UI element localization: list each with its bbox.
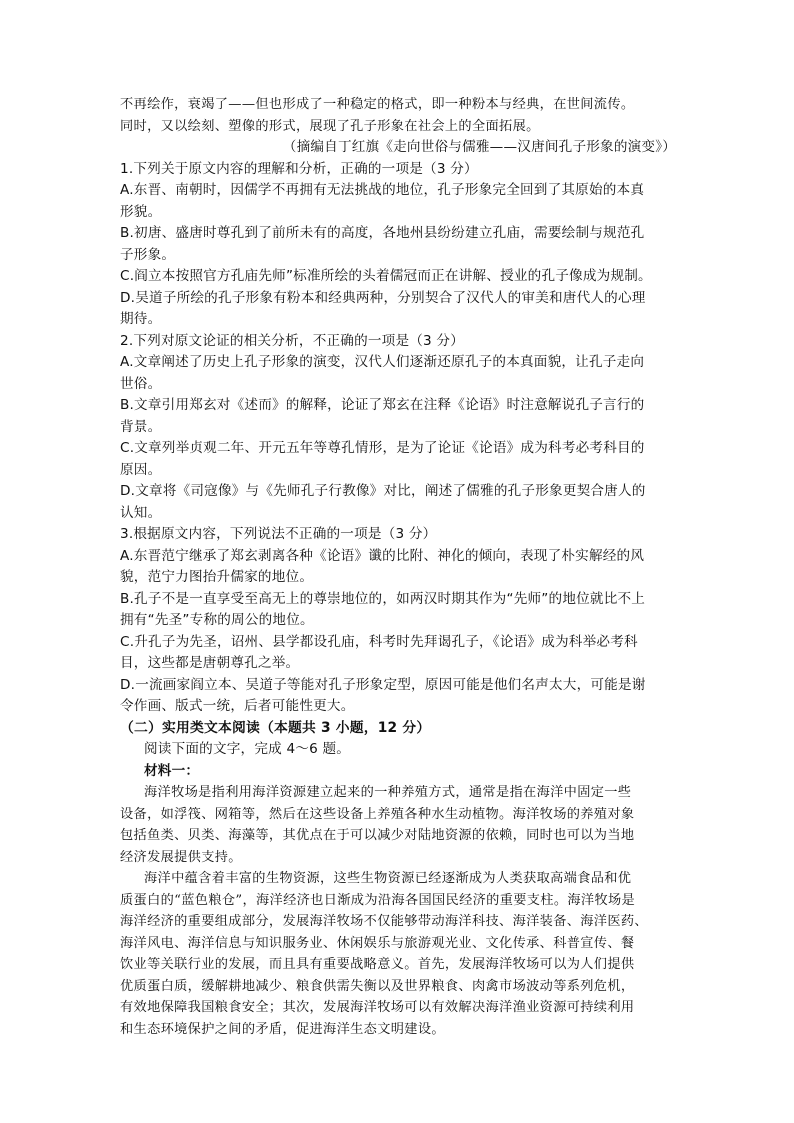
paragraph-2-line-2: 质蛋白的“蓝色粮仓”，海洋经济也日渐成为沿海各国国民经济的重要支柱。海洋牧场是 [120,892,636,908]
question-1 [120,159,676,331]
material-1-paragraph-2 [120,868,676,1040]
q2-option-a-line-2: 世俗。 [120,375,162,392]
q3-option-b-line-1: B.孔子不是一直享受至高无上的尊崇地位的，如两汉时期其作为“先师”的地位就比不上 [120,590,646,607]
q3-option-a-line-1: A.东晋范宁继承了郑玄剥离各种《论语》谶的比附、神化的倾向，表现了朴实解经的风 [120,547,645,564]
passage-tail-line-2: 同时，又以绘刻、塑像的形式，展现了孔子形象在社会上的全面拓展。 [120,118,540,134]
q3-option-c-line-2: 目，这些都是唐朝尊孔之举。 [120,655,300,671]
q3-option-d-line-1: D.一流画家阎立本、吴道子等能对孔子形象定型，原因可能是他们名声太大，可能是谢 [120,676,646,693]
q1-option-b-line-1: B.初唐、盛唐时尊孔到了前所未有的高度，各地州县纷纷建立孔庙，需要绘制与规范孔 [120,225,645,241]
q1-option-d-line-1: D.吴道子所绘的孔子形象有粉本和经典两种，分别契合了汉代人的审美和唐代人的心理 [120,289,646,306]
q1-option-a-line-1: A.东晋、南朝时，因儒学不再拥有无法挑战的地位，孔子形象完全回到了其原始的本真 [120,182,645,198]
material-1-label: 材料一： [144,762,200,779]
q1-option-b-line-2: 子形象。 [120,246,176,263]
passage-tail-line-1: 不再绘作，衰竭了——但也形成了一种稳定的格式，即一种粉本与经典，在世间流传。 [120,97,635,112]
section-2 [120,718,676,1041]
q3-option-d-line-2: 令作画、版式一统，后者可能性更大。 [120,698,355,714]
q2-option-a-line-1: A.文章阐述了历史上孔子形象的演变，汉代人们逐渐还原孔子的本真面貌，让孔子走向 [120,354,645,370]
section-2-instruction: 阅读下面的文字，完成 4～6 题。 [144,741,351,757]
q3-option-a-line-2: 貌，范宁力图抬升儒家的地位。 [120,569,314,585]
paragraph-1-line-3: 包括鱼类、贝类、海藻等，其优点在于可以减少对陆地资源的依赖，同时也可以为当地 [120,828,635,843]
paragraph-2-line-1: 海洋中蕴含着丰富的生物资源，这些生物资源已经逐渐成为人类获取高端食品和优 [144,871,632,886]
question-3-stem: 3.根据原文内容，下列说法不正确的一项是（3 分） [120,526,437,542]
paragraph-2-line-3: 海洋经济的重要组成部分，发展海洋牧场不仅能够带动海洋科技、海洋装备、海洋医药、 [120,914,648,929]
q2-option-d-line-1: D.文章将《司寇像》与《先师孔子行教像》对比，阐述了儒雅的孔子形象更契合唐人的 [120,483,646,499]
q1-option-d-line-2: 期待。 [120,311,162,327]
paragraph-1-line-2: 设备，如浮筏、网箱等，然后在这些设备上养殖各种水生动植物。海洋牧场的养殖对象 [120,806,635,822]
passage-source: （摘编自丁红旗《走向世俗与儒雅——汉唐间孔子形象的演变》） [282,139,676,155]
paragraph-1-line-1: 海洋牧场是指利用海洋资源建立起来的一种养殖方式，通常是指在海洋中固定一些 [144,785,632,800]
q1-option-a-line-2: 形貌。 [120,203,162,220]
paragraph-2-line-6: 优质蛋白质，缓解耕地减少、粮食供需失衡以及世界粮食、肉禽市场波动等系列危机， [120,978,635,994]
material-1-paragraph-1 [120,782,676,868]
question-2 [120,331,676,525]
paragraph-2-line-8: 和生态环境保护之间的矛盾，促进海洋生态文明建设。 [120,1021,445,1037]
question-3 [120,524,676,718]
section-2-heading: （二）实用类文本阅读（本题共 3 小题，12 分） [120,719,431,736]
q2-option-b-line-1: B.文章引用郑玄对《述而》的解释，论证了郑玄在注释《论语》时注意解说孔子言行的 [120,397,645,413]
paragraph-2-line-5: 饮业等关联行业的发展，而且具有重要战略意义。首先，发展海洋牧场可以为人们提供 [120,957,635,972]
q3-option-c-line-1: C.升孔子为先圣，诏州、县学都设孔庙，科考时先拜谒孔子，《论语》成为科举必考科 [120,633,638,650]
paragraph-2-line-4: 海洋风电、海洋信息与知识服务业、休闲娱乐与旅游观光业、文化传承、科普宣传、餐 [120,935,635,951]
q2-option-d-line-2: 认知。 [120,504,162,521]
question-2-stem: 2.下列对原文论证的相关分析，不正确的一项是（3 分） [120,332,464,349]
q1-option-c-line-1: C.阎立本按照官方孔庙先师”标准所绘的头着儒冠而正在讲解、授业的孔子像成为规制。 [120,268,652,284]
q2-option-c-line-2: 原因。 [120,461,162,478]
q3-option-b-line-2: 拥有“先圣”专称的周公的地位。 [120,612,314,628]
paragraph-2-line-7: 有效地保障我国粮食安全；其次，发展海洋牧场可以有效解决海洋渔业资源可持续利用 [120,1000,635,1015]
page-content [120,94,676,1040]
q2-option-c-line-1: C.文章列举贞观二年、开元五年等尊孔情形，是为了论证《论语》成为科考必考科目的 [120,440,645,456]
paragraph-1-line-4: 经济发展提供支持。 [120,849,242,865]
q2-option-b-line-2: 背景。 [120,418,162,435]
question-1-stem: 1.下列关于原文内容的理解和分析，正确的一项是（3 分） [120,160,478,177]
